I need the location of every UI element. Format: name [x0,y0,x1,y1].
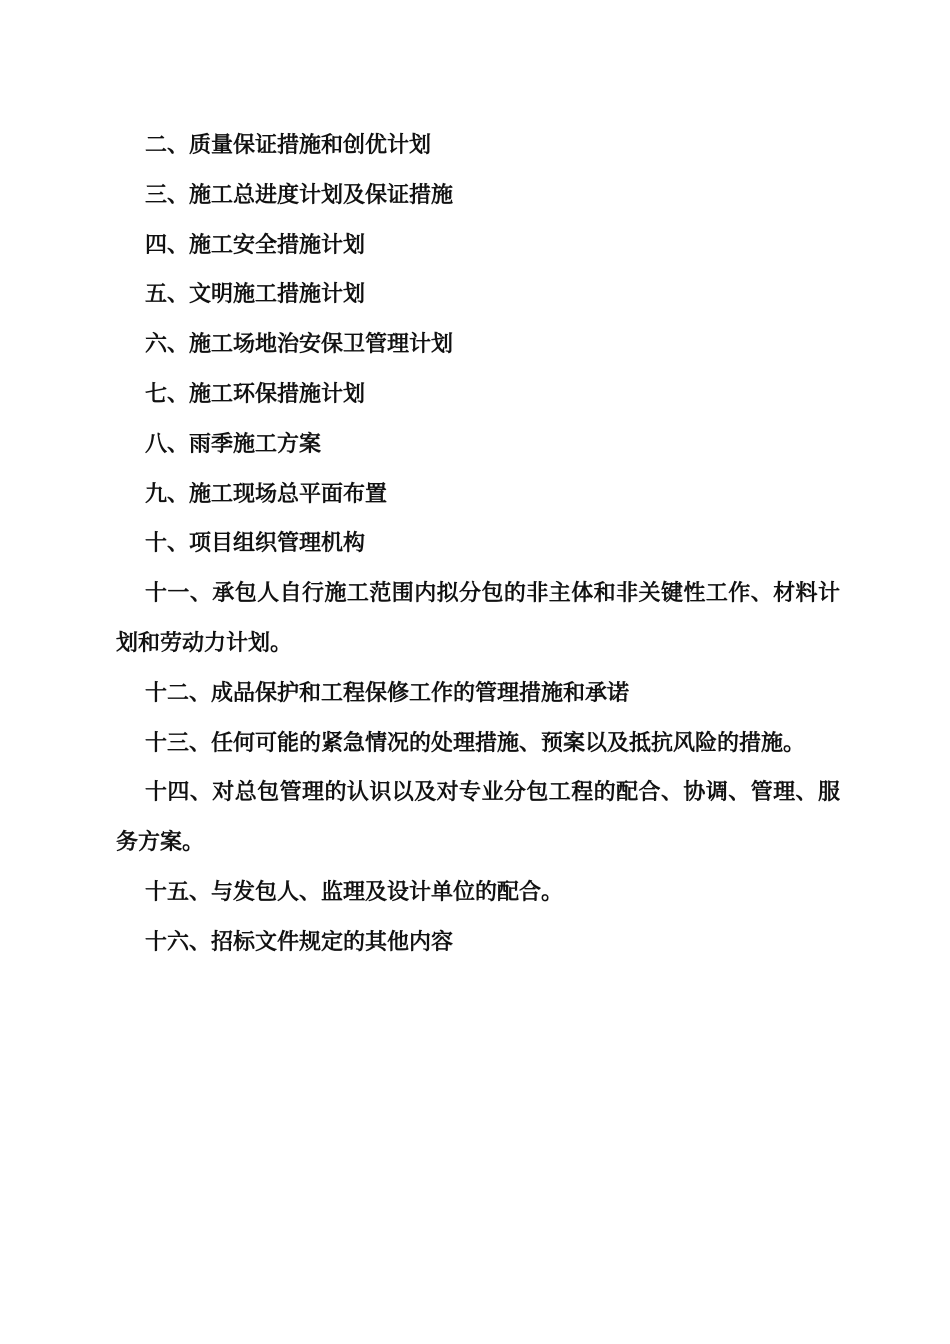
list-item: 四、施工安全措施计划 [145,231,366,258]
list-item: 二、质量保证措施和创优计划 [145,132,432,158]
list-item: 十五、与发包人、监理及设计单位的配合。 [145,878,564,905]
contents-list [116,121,840,968]
list-item: 六、施工场地治安保卫管理计划 [145,331,454,358]
list-item: 十二、成品保护和工程保修工作的管理措施和承诺 [145,679,630,706]
list-item: 七、施工环保措施计划 [145,380,366,407]
list-item: 十六、招标文件规定的其他内容 [145,928,454,955]
list-item: 十三、任何可能的紧急情况的处理措施、预案以及抵抗风险的措施。 [145,729,806,756]
list-item: 十一、承包人自行施工范围内拟分包的非主体和非关键性工作、材料计划和劳动力计划。 [116,580,840,656]
list-item: 八、雨季施工方案 [145,430,322,457]
list-item: 十四、对总包管理的认识以及对专业分包工程的配合、协调、管理、服务方案。 [116,779,840,856]
list-item: 五、文明施工措施计划 [145,281,366,308]
list-item: 十、项目组织管理机构 [145,530,366,557]
list-item: 三、施工总进度计划及保证措施 [145,181,454,208]
list-item: 九、施工现场总平面布置 [145,480,388,507]
